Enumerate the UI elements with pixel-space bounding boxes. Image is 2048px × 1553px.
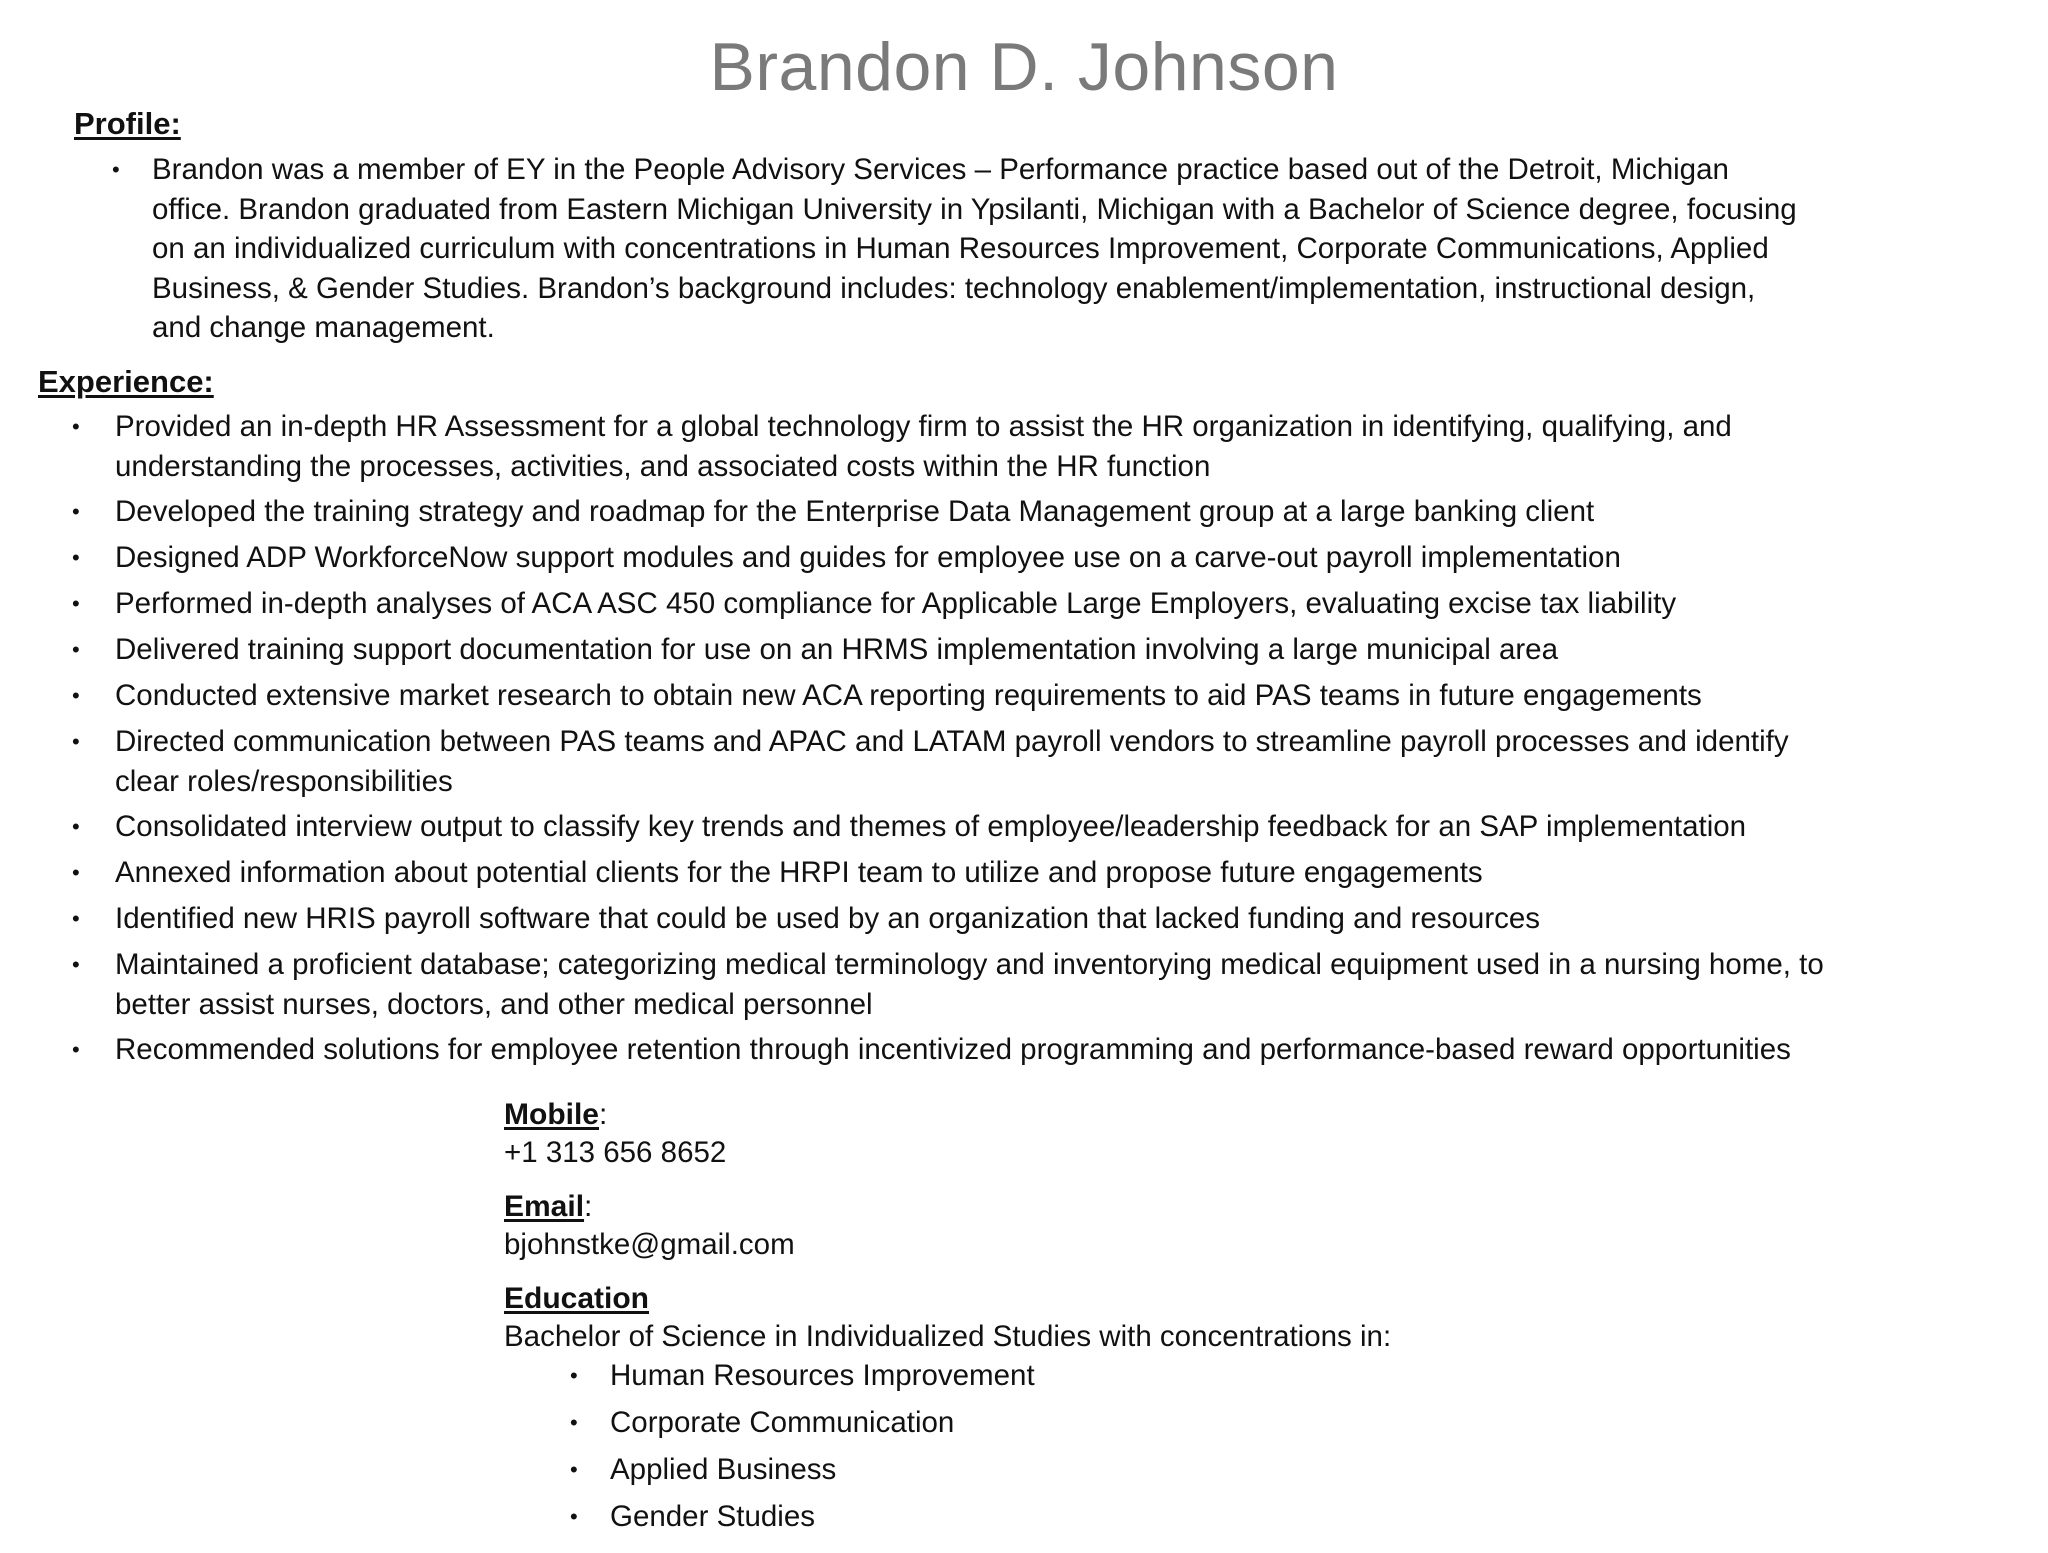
experience-text-line: Developed the training strategy and roadmap for the Enterprise Data Management group at a large banking client bbox=[115, 495, 1595, 528]
mobile-label: Mobile bbox=[504, 1098, 599, 1131]
experience-text-line: better assist nurses, doctors, and other medical personnel bbox=[115, 987, 873, 1021]
bullet-icon: • bbox=[570, 1363, 578, 1388]
concentration-item bbox=[570, 1497, 1904, 1537]
experience-item bbox=[72, 538, 2032, 578]
bullet-icon: • bbox=[72, 1037, 80, 1062]
profile-text-line: on an individualized curriculum with concentrations in Human Resources Improvement, Corporate Communications, Applied bbox=[152, 232, 1769, 265]
mobile-number: +1 313 656 8652 bbox=[504, 1136, 727, 1169]
profile-text-line: Brandon was a member of EY in the People Advisory Services – Performance practice based out of the Detroit, Michigan bbox=[152, 153, 1729, 186]
email-address: bjohnstke@gmail.com bbox=[504, 1228, 795, 1261]
concentration-text: Gender Studies bbox=[610, 1500, 815, 1533]
experience-text bbox=[115, 538, 1621, 578]
bullet-icon: • bbox=[72, 729, 80, 754]
experience-list bbox=[72, 407, 2032, 1076]
experience-item bbox=[72, 1030, 2032, 1070]
concentration-item bbox=[570, 1403, 1904, 1443]
experience-item bbox=[72, 853, 2032, 893]
profile-text bbox=[152, 150, 1797, 348]
bullet-icon: • bbox=[570, 1457, 578, 1482]
contact-section bbox=[504, 1096, 1904, 1553]
profile-text-line: and change management. bbox=[152, 311, 495, 344]
email-heading bbox=[504, 1188, 1904, 1226]
email-label: Email bbox=[504, 1190, 585, 1223]
education-degree: Bachelor of Science in Individualized Studies with concentrations in: bbox=[504, 1320, 1392, 1353]
profile-text-line: office. Brandon graduated from Eastern Michigan University in Ypsilanti, Michigan with a Bachelor of Science degree, focusing bbox=[152, 192, 1797, 226]
experience-text-line: understanding the processes, activities, and associated costs within the HR function bbox=[115, 449, 1211, 483]
experience-text-line: clear roles/responsibilities bbox=[115, 764, 453, 798]
experience-item bbox=[72, 676, 2032, 716]
experience-text bbox=[115, 722, 1789, 801]
concentration-text: Applied Business bbox=[610, 1453, 837, 1486]
experience-item bbox=[72, 584, 2032, 624]
experience-text-line: Directed communication between PAS teams and APAC and LATAM payroll vendors to streamline payroll processes and identify bbox=[115, 725, 1789, 758]
experience-text-line: Performed in-depth analyses of ACA ASC 450 compliance for Applicable Large Employers, evaluating excise tax liability bbox=[115, 587, 1677, 620]
mobile-group bbox=[504, 1096, 1904, 1172]
experience-text-line: Consolidated interview output to classify key trends and themes of employee/leadership feedback for an SAP implementation bbox=[115, 810, 1747, 843]
experience-text-line: Provided an in-depth HR Assessment for a global technology firm to assist the HR organization in identifying, qualifying, and bbox=[115, 410, 1732, 443]
email-colon: : bbox=[584, 1190, 593, 1223]
experience-text-line: Maintained a proficient database; categorizing medical terminology and inventorying medical equipment used in a nursing home, to bbox=[115, 948, 1824, 981]
experience-text bbox=[115, 407, 1732, 486]
concentration-list bbox=[504, 1356, 1904, 1537]
experience-text bbox=[115, 630, 1558, 670]
bullet-icon: • bbox=[72, 906, 80, 931]
bullet-icon: • bbox=[112, 157, 120, 182]
experience-item bbox=[72, 945, 2032, 1024]
experience-text bbox=[115, 492, 1594, 532]
concentration-item bbox=[570, 1450, 1904, 1490]
profile-bullet-row bbox=[112, 150, 2022, 348]
profile-heading: Profile: bbox=[74, 106, 181, 141]
experience-text bbox=[115, 584, 1676, 624]
experience-text bbox=[115, 899, 1540, 939]
experience-text-line: Identified new HRIS payroll software that could be used by an organization that lacked funding and resources bbox=[115, 902, 1541, 935]
bullet-icon: • bbox=[72, 545, 80, 570]
bullet-icon: • bbox=[72, 414, 80, 439]
experience-text-line: Delivered training support documentation for use on an HRMS implementation involving a large municipal area bbox=[115, 633, 1558, 666]
email-group bbox=[504, 1188, 1904, 1264]
profile-section bbox=[112, 150, 2022, 348]
bullet-icon: • bbox=[72, 499, 80, 524]
experience-text-line: Conducted extensive market research to obtain new ACA reporting requirements to aid PAS teams in future engagements bbox=[115, 679, 1702, 712]
bullet-icon: • bbox=[72, 637, 80, 662]
experience-text-line: Recommended solutions for employee retention through incentivized programming and performance-based reward opportunities bbox=[115, 1033, 1791, 1066]
bullet-icon: • bbox=[570, 1410, 578, 1435]
experience-text bbox=[115, 1030, 1791, 1070]
experience-text bbox=[115, 807, 1746, 847]
concentration-text: Corporate Communication bbox=[610, 1406, 955, 1439]
concentration-text: Human Resources Improvement bbox=[610, 1359, 1035, 1392]
experience-text-line: Designed ADP WorkforceNow support modules and guides for employee use on a carve-out payroll implementation bbox=[115, 541, 1621, 574]
bullet-icon: • bbox=[72, 591, 80, 616]
concentration-item bbox=[570, 1356, 1904, 1396]
mobile-colon: : bbox=[599, 1098, 608, 1131]
experience-item bbox=[72, 492, 2032, 532]
experience-item bbox=[72, 899, 2032, 939]
experience-item bbox=[72, 722, 2032, 801]
experience-heading: Experience: bbox=[38, 364, 214, 399]
bullet-icon: • bbox=[72, 860, 80, 885]
experience-text bbox=[115, 853, 1483, 893]
education-group bbox=[504, 1280, 1904, 1537]
experience-text bbox=[115, 676, 1702, 716]
experience-item bbox=[72, 407, 2032, 486]
bullet-icon: • bbox=[72, 814, 80, 839]
education-heading bbox=[504, 1280, 1904, 1318]
bullet-icon: • bbox=[72, 683, 80, 708]
education-label: Education bbox=[504, 1282, 650, 1315]
experience-item bbox=[72, 807, 2032, 847]
resume-name: Brandon D. Johnson bbox=[709, 29, 1339, 105]
experience-text bbox=[115, 945, 1824, 1024]
experience-item bbox=[72, 630, 2032, 670]
mobile-heading bbox=[504, 1096, 1904, 1134]
bullet-icon: • bbox=[570, 1504, 578, 1529]
profile-text-line: Business, & Gender Studies. Brandon’s background includes: technology enablement/implementation, instructional design, bbox=[152, 271, 1756, 305]
bullet-icon: • bbox=[72, 952, 80, 977]
experience-text-line: Annexed information about potential clients for the HRPI team to utilize and propose future engagements bbox=[115, 856, 1483, 889]
